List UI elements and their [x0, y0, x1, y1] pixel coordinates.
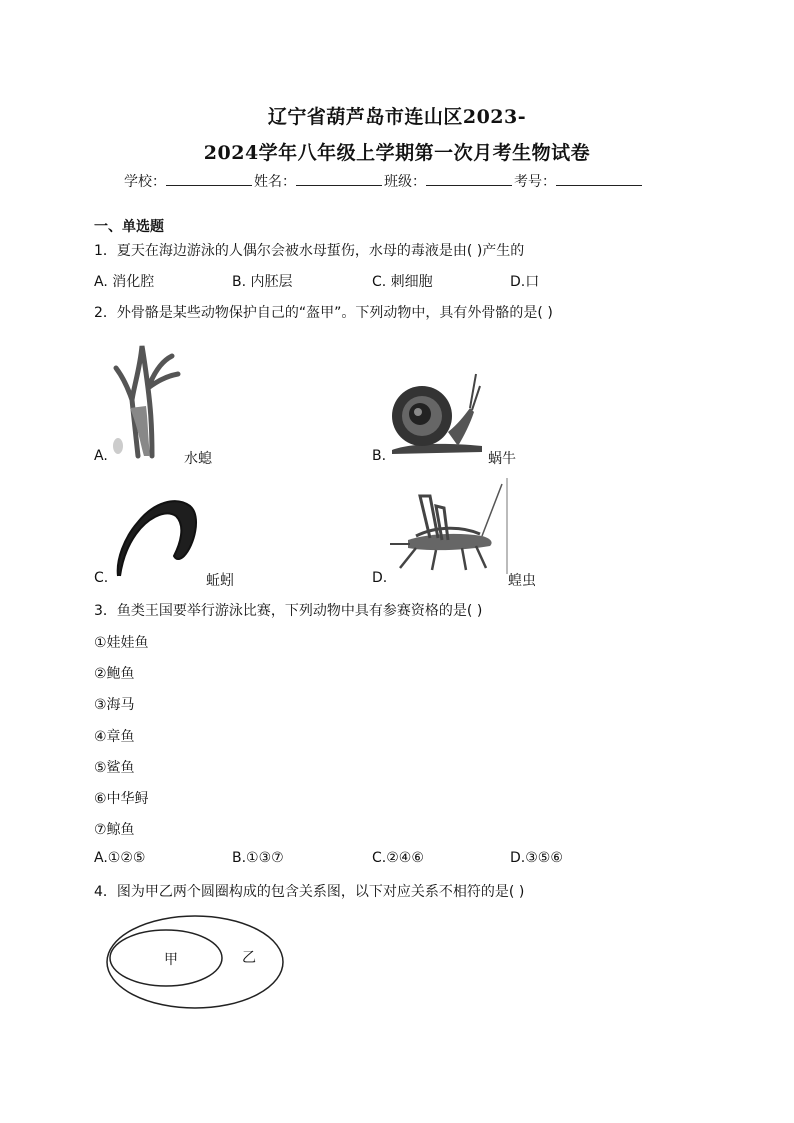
- q1-stem: 1．夏天在海边游泳的人偶尔会被水母蜇伤，水母的毒液是由( )产生的: [94, 243, 525, 259]
- earthworm-image: [110, 490, 202, 578]
- q2-option-c-letter[interactable]: C.: [94, 570, 109, 586]
- snail-image: [388, 372, 484, 456]
- q2-option-c-name: 蚯蚓: [206, 573, 234, 589]
- class-blank[interactable]: [426, 171, 512, 186]
- exam-no-blank[interactable]: [556, 171, 642, 186]
- exam-no-label: 考号：: [514, 174, 556, 190]
- q3-option-c[interactable]: C.②④⑥: [372, 850, 424, 866]
- q3-item-6: ⑥中华鲟: [94, 791, 149, 807]
- class-label: 班级：: [384, 174, 426, 190]
- q2-stem: 2．外骨骼是某些动物保护自己的“盔甲”。下列动物中，具有外骨骼的是( ): [94, 305, 553, 321]
- q2-option-b-name: 蜗牛: [488, 451, 516, 467]
- outer-circle-yi: [107, 916, 283, 1008]
- q3-stem: 3．鱼类王国要举行游泳比赛，下列动物中具有参赛资格的是( ): [94, 603, 483, 619]
- q3-option-b[interactable]: B.①③⑦: [232, 850, 284, 866]
- grasshopper-image: [386, 478, 510, 574]
- name-blank[interactable]: [296, 171, 382, 186]
- section-title: 一、单选题: [94, 219, 164, 235]
- q1-option-b[interactable]: B. 内胚层: [232, 274, 293, 290]
- q3-item-2: ②鲍鱼: [94, 666, 135, 682]
- q3-option-a[interactable]: A.①②⑤: [94, 850, 146, 866]
- q2-option-d-letter[interactable]: D.: [372, 570, 388, 586]
- q1-option-c[interactable]: C. 刺细胞: [372, 274, 433, 290]
- q2-option-d-name: 蝗虫: [508, 573, 536, 589]
- exam-title-line1: 辽宁省葫芦岛市连山区2023-: [267, 106, 527, 128]
- q3-item-3: ③海马: [94, 697, 135, 713]
- school-label: 学校：: [124, 174, 166, 190]
- name-label: 姓名：: [254, 174, 296, 190]
- outer-label-yi: 乙: [242, 950, 256, 966]
- q2-option-a-name: 水螅: [184, 451, 212, 467]
- q3-item-5: ⑤鲨鱼: [94, 760, 135, 776]
- q3-item-1: ①娃娃鱼: [94, 635, 149, 651]
- q4-stem: 4．图为甲乙两个圆圈构成的包含关系图，以下对应关系不相符的是( ): [94, 884, 525, 900]
- hydra-image: [108, 338, 186, 462]
- q1-option-a[interactable]: A. 消化腔: [94, 274, 155, 290]
- exam-title-line2: 2024学年八年级上学期第一次月考生物试卷: [203, 142, 591, 164]
- q1-option-d[interactable]: D.口: [510, 274, 540, 290]
- student-info-row: [124, 171, 644, 191]
- q2-option-a-letter[interactable]: A.: [94, 448, 108, 464]
- school-blank[interactable]: [166, 171, 252, 186]
- q3-item-4: ④章鱼: [94, 729, 135, 745]
- q3-item-7: ⑦鲸鱼: [94, 822, 135, 838]
- inner-label-jia: 甲: [164, 952, 178, 968]
- inclusion-diagram: [100, 912, 290, 1012]
- q3-option-d[interactable]: D.③⑤⑥: [510, 850, 563, 866]
- q2-option-b-letter[interactable]: B.: [372, 448, 387, 464]
